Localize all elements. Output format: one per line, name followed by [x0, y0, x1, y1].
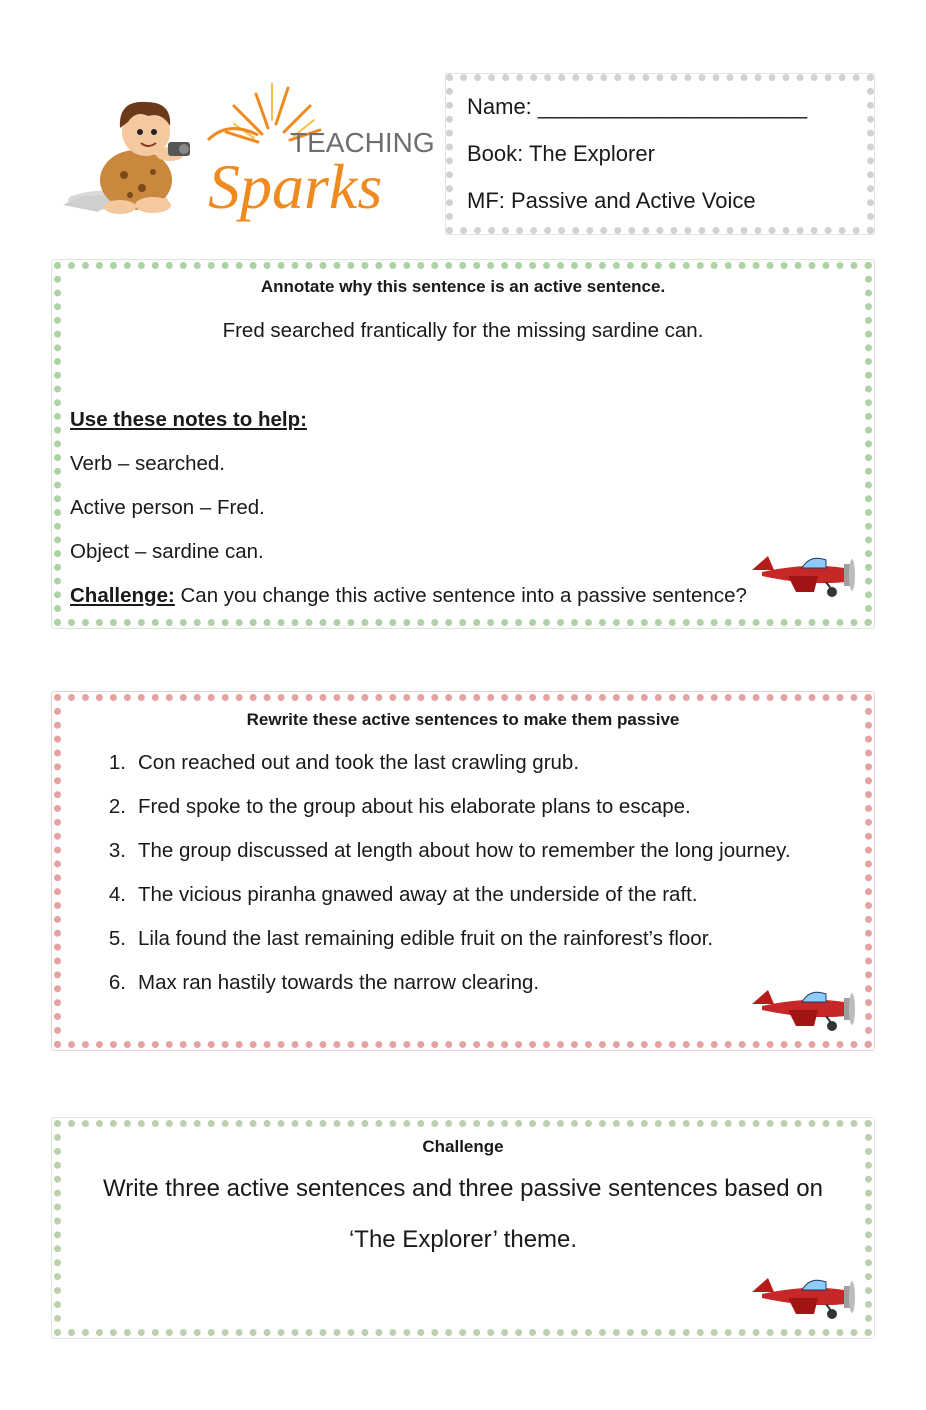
logo-sparks-text: Sparks	[208, 151, 383, 222]
name-field-label[interactable]: Name: ______________________	[467, 94, 808, 119]
challenge-label: Challenge:	[70, 584, 175, 607]
notes-heading: Use these notes to help:	[70, 408, 307, 431]
teaching-sparks-logo	[58, 80, 438, 230]
note-verb: Verb – searched.	[70, 452, 225, 475]
caveman-mascot-illustration	[58, 80, 438, 230]
example-sentence: Fred searched frantically for the missing sardine can.	[222, 319, 704, 342]
challenge-line-2: ‘The Explorer’ theme.	[348, 1226, 578, 1253]
rewrite-panel: Rewrite these active sentences to make them passive 1. Con reached out and took the last crawling grub. 2. Fred spoke to the group about his elaborate plans to escape. 3. The group discussed at length about how to remember the long journey. 4. The vicious piranha gnawed away at the underside of the raft. 5. Lila found the last remaining edible fruit on the rainforest’s floor. 6. Max ran hastily towards the narrow clearing.	[54, 694, 872, 1048]
airplane-icon	[748, 546, 860, 600]
mf-topic: MF: Passive and Active Voice	[467, 188, 756, 213]
airplane-icon	[748, 1268, 860, 1322]
student-info-box	[446, 74, 874, 234]
book-title: Book: The Explorer	[467, 141, 655, 166]
logo-teaching-text: TEACHING	[290, 127, 435, 158]
challenge-line	[70, 584, 747, 608]
airplane-icon	[748, 980, 860, 1034]
annotate-title: Annotate why this sentence is an active sentence.	[260, 277, 666, 296]
note-active-person: Active person – Fred.	[70, 496, 265, 519]
challenge-text: Can you change this active sentence into a passive sentence?	[174, 584, 747, 607]
rewrite-title: Rewrite these active sentences to make them passive	[246, 710, 680, 729]
challenge-line-1: Write three active sentences and three passive sentences based on	[103, 1175, 823, 1202]
note-object: Object – sardine can.	[70, 540, 264, 563]
challenge-title: Challenge	[422, 1137, 504, 1156]
